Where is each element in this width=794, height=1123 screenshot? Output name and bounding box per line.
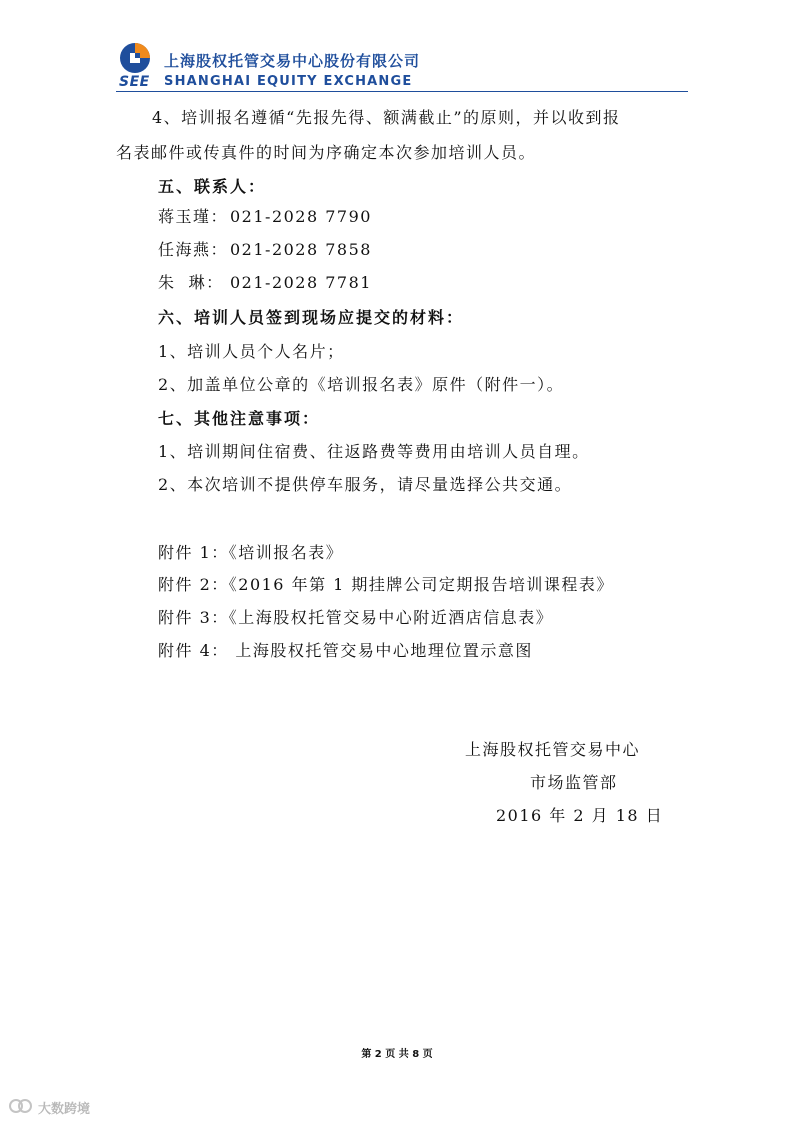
logo-wordmark: SEE <box>119 74 150 90</box>
header-divider <box>116 91 688 92</box>
signature-org: 上海股权托管交易中心 <box>465 740 641 759</box>
paragraph-4-line-1: 4、培训报名遵循“先报先得、额满截止”的原则，并以收到报 <box>152 108 621 127</box>
contact-name: 蒋玉瑾： <box>158 207 229 226</box>
watermark-logo-icon <box>8 1096 36 1116</box>
section-7-item: 2、本次培训不提供停车服务，请尽量选择公共交通。 <box>158 475 573 494</box>
attachment-item: 附件 2：《2016 年第 1 期挂牌公司定期报告培训课程表》 <box>158 575 614 594</box>
document-header <box>116 42 716 92</box>
watermark-text: 大数跨境 <box>38 1102 91 1117</box>
signature-dept: 市场监管部 <box>530 773 618 792</box>
section-6-title: 六、培训人员签到现场应提交的材料： <box>158 308 465 327</box>
page-number: 第 2 页 共 8 页 <box>361 1049 433 1060</box>
section-6-item: 2、加盖单位公章的《培训报名表》原件（附件一）。 <box>158 375 565 394</box>
section-5-title: 五、联系人： <box>158 177 267 196</box>
contact-phone: 021-2028 7781 <box>230 273 372 292</box>
contact-item <box>158 240 372 260</box>
section-6-item: 1、培训人员个人名片； <box>158 342 345 361</box>
attachment-item: 附件 4： 上海股权托管交易中心地理位置示意图 <box>158 641 533 660</box>
company-name-cn: 上海股权托管交易中心股份有限公司 <box>164 52 421 70</box>
section-7-item: 1、培训期间住宿费、往返路费等费用由培训人员自理。 <box>158 442 590 461</box>
attachment-item: 附件 1：《培训报名表》 <box>158 543 344 562</box>
contact-phone: 021-2028 7858 <box>230 240 372 259</box>
attachment-item: 附件 3：《上海股权托管交易中心附近酒店信息表》 <box>158 608 554 627</box>
section-7-title: 七、其他注意事项： <box>158 409 321 428</box>
contact-item <box>158 273 372 293</box>
contact-name: 朱 琳： <box>158 273 224 292</box>
signature-date: 2016 年 2 月 18 日 <box>496 806 664 825</box>
company-name-en: SHANGHAI EQUITY EXCHANGE <box>164 74 413 89</box>
contact-name: 任海燕： <box>158 240 229 259</box>
watermark <box>8 1096 118 1116</box>
paragraph-4-line-2: 名表邮件或传真件的时间为序确定本次参加培训人员。 <box>116 143 537 162</box>
contact-phone: 021-2028 7790 <box>230 207 372 226</box>
contact-item <box>158 207 372 227</box>
